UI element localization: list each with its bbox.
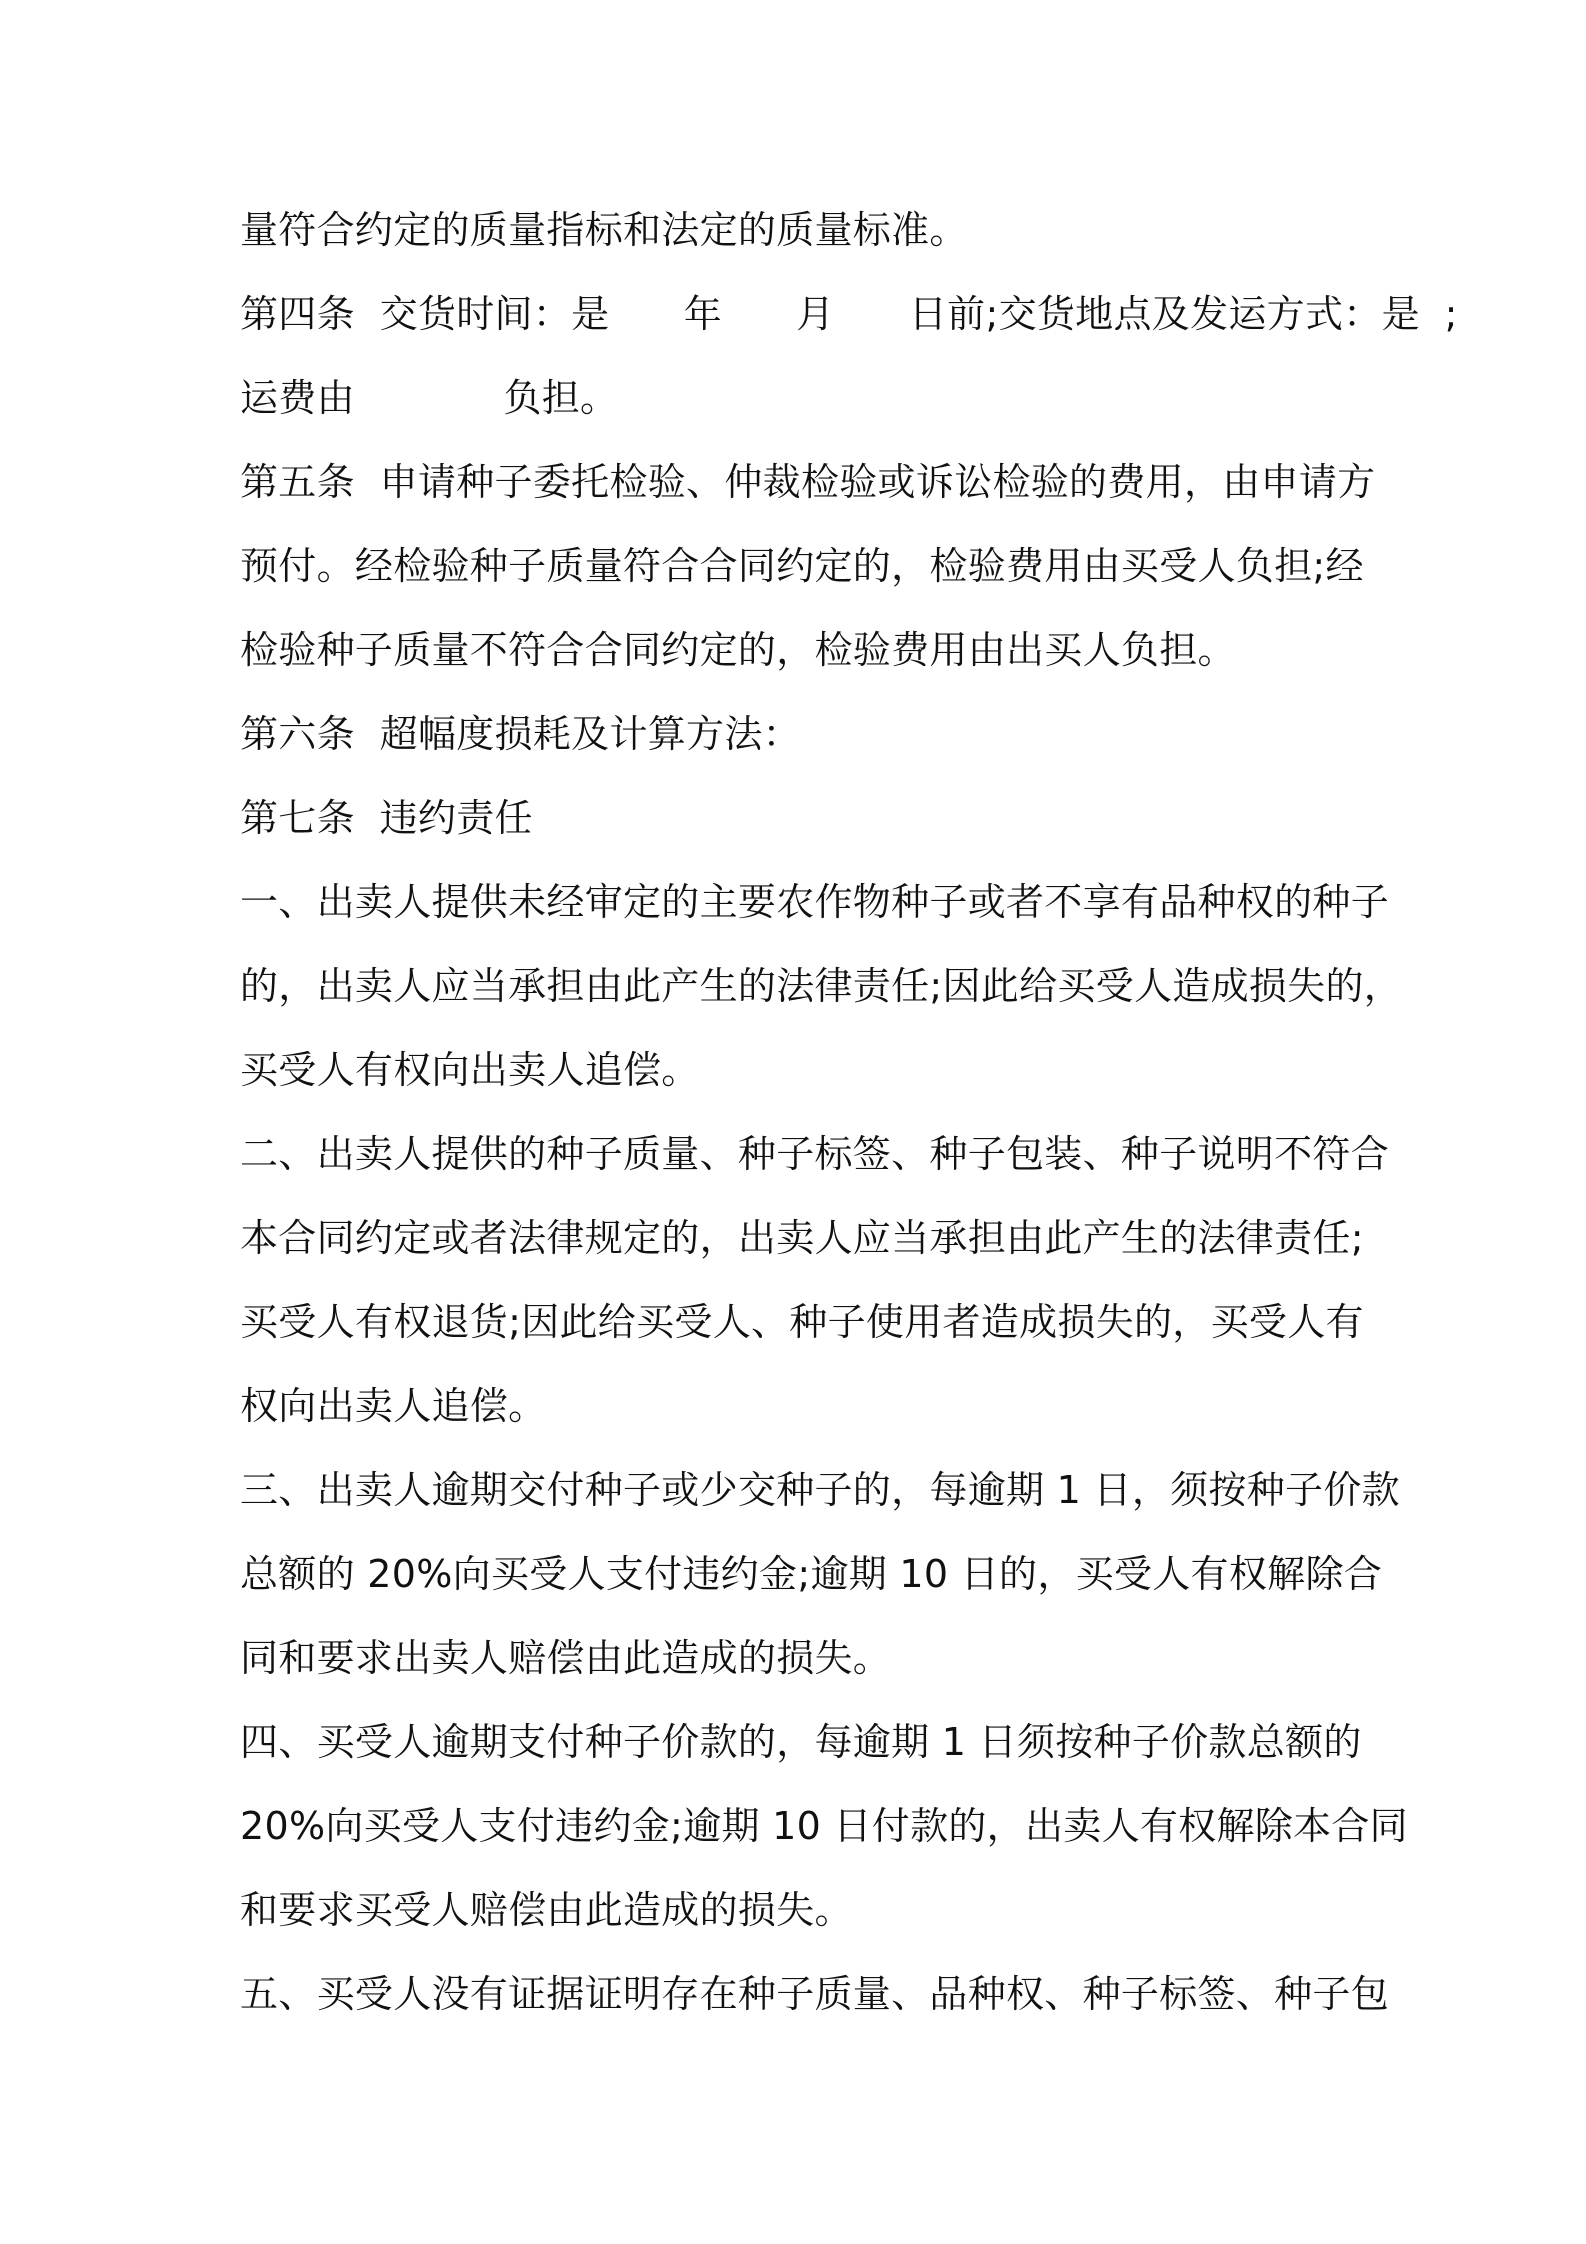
text-line: 运费由 负担。: [240, 376, 619, 420]
text-line: 五、买受人没有证据证明存在种子质量、品种权、种子标签、种子包: [240, 1972, 1390, 2016]
text-line: 第四条 交货时间：是 年 月 日前;交货地点及发运方式：是 ;: [240, 292, 1458, 336]
text-line: 权向出卖人追偿。: [240, 1384, 547, 1428]
text-line: 总额的 20%向买受人支付违约金;逾期 10 日的，买受人有权解除合: [240, 1552, 1383, 1596]
text-line: 四、买受人逾期支付种子价款的，每逾期 1 日须按种子价款总额的: [240, 1720, 1362, 1764]
text-line: 检验种子质量不符合合同约定的，检验费用由出买人负担。: [240, 628, 1236, 672]
text-line: 量符合约定的质量指标和法定的质量标准。: [240, 208, 968, 252]
text-line: 的，出卖人应当承担由此产生的法律责任;因此给买受人造成损失的，: [240, 964, 1403, 1008]
text-line: 预付。经检验种子质量符合合同约定的，检验费用由买受人负担;经: [240, 544, 1364, 588]
text-line: 20%向买受人支付违约金;逾期 10 日付款的，出卖人有权解除本合同: [240, 1804, 1408, 1848]
text-line: 同和要求出卖人赔偿由此造成的损失。: [240, 1636, 892, 1680]
text-line: 买受人有权退货;因此给买受人、种子使用者造成损失的，买受人有: [240, 1300, 1364, 1344]
text-line: 三、出卖人逾期交付种子或少交种子的，每逾期 1 日，须按种子价款: [240, 1468, 1400, 1512]
text-line: 和要求买受人赔偿由此造成的损失。: [240, 1888, 853, 1932]
text-line: 一、出卖人提供未经审定的主要农作物种子或者不享有品种权的种子: [240, 880, 1390, 924]
text-line: 第五条 申请种子委托检验、仲裁检验或诉讼检验的费用，由申请方: [240, 460, 1376, 504]
text-line: 买受人有权向出卖人追偿。: [240, 1048, 700, 1092]
text-line: 第六条 超幅度损耗及计算方法：: [240, 712, 801, 756]
text-line: 本合同约定或者法律规定的，出卖人应当承担由此产生的法律责任;: [240, 1216, 1364, 1260]
text-line: 第七条 违约责任: [240, 796, 533, 840]
text-line: 二、出卖人提供的种子质量、种子标签、种子包装、种子说明不符合: [240, 1132, 1390, 1176]
